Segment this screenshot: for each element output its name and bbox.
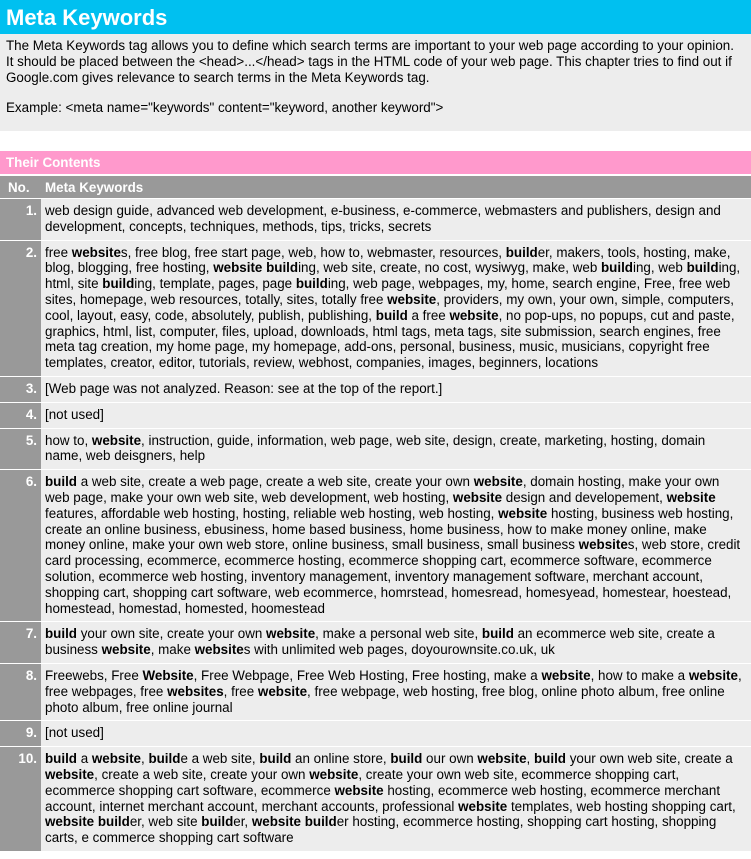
row-keywords: free websites, free blog, free start page, web, how to, webmaster, resources, builder, makers, tools, hosting, make, blog, blogging, free hosting, website building, web site, create, no cost, wysiwyg, make, web building, web building, html, site building, template, pages, page building, web page, webpages, my, home, search engine, Free, free web sites, homepage, web resources, totally, sites, totally free website, providers, my own, your own, simple, computers, cool, layout, easy, code, absolutely, publish, publishing, build a free website, no pop-ups, no popups, cut and paste, graphics, html, list, computer, files, upload, downloads, html tags, meta tags, site submission, search engines, free meta tag creation, my home page, my homepage, add-ons, personal, business, music, musicians, copyright free templates, creator, editor, tutorials, review, webhost, companies, images, beginners, locations [41, 241, 751, 376]
intro-text: The Meta Keywords tag allows you to define which search terms are important to your web page according to your opinion. It should be placed between the <head>...</head> tags in the HTML code of your web page. This chapter tries to find out if Google.com gives relevance to search terms in the Meta Keywords tag. [6, 38, 734, 85]
table-body [0, 199, 751, 851]
row-number: 8. [0, 664, 41, 720]
column-header-keywords: Meta Keywords [41, 176, 751, 198]
row-keywords: [not used] [41, 403, 751, 428]
table-row [0, 199, 751, 240]
table-row [0, 377, 751, 402]
row-number: 3. [0, 377, 41, 402]
row-keywords: Freewebs, Free Website, Free Webpage, Free Web Hosting, Free hosting, make a website, how to make a website, free webpages, free websites, free website, free webpage, web hosting, free blog, online photo album, free online photo album, free online journal [41, 664, 751, 720]
table-row [0, 470, 751, 621]
row-number: 1. [0, 199, 41, 240]
column-header-no: No. [0, 176, 41, 198]
table-row [0, 747, 751, 851]
row-number: 10. [0, 747, 41, 851]
row-keywords: [not used] [41, 721, 751, 746]
page-title: Meta Keywords [6, 5, 168, 30]
row-keywords: build your own site, create your own website, make a personal web site, build an ecommerce web site, create a business website, make websites with unlimited web pages, doyourownsite.co.uk, uk [41, 622, 751, 663]
title-bar [0, 0, 751, 34]
row-number: 4. [0, 403, 41, 428]
keywords-table-wrapper [0, 175, 751, 852]
table-row [0, 721, 751, 746]
row-number: 2. [0, 241, 41, 376]
keywords-table [0, 175, 751, 852]
table-row [0, 622, 751, 663]
table-row [0, 429, 751, 470]
table-row [0, 403, 751, 428]
row-keywords: build a web site, create a web page, create a web site, create your own website, domain hosting, make your own web page, make your own web site, web development, web hosting, website design and developement, website features, affordable web hosting, hosting, reliable web hosting, web hosting, website hosting, business web hosting, create an online business, ebusiness, home based business, home business, how to make money online, make money online, make your own web store, online business, small business, small business websites, web store, credit card processing, ecommerce, ecommerce hosting, ecommerce shopping cart, ecommerce software, ecommerce solution, ecommerce web hosting, inventory management, inventory management software, merchant account, shopping cart, shopping cart software, web ecommerce, homrstead, homesread, homesyead, homestear, hoestead, homestead, homestad, homested, hoomestead [41, 470, 751, 621]
table-header-row [0, 176, 751, 198]
row-keywords: [Web page was not analyzed. Reason: see at the top of the report.] [41, 377, 751, 402]
section-title: Their Contents [6, 155, 101, 170]
row-keywords: how to, website, instruction, guide, information, web page, web site, design, create, marketing, hosting, domain name, web deisgners, help [41, 429, 751, 470]
section-header [0, 151, 751, 174]
row-keywords: build a website, builde a web site, build an online store, build our own website, build your own web site, create a website, create a web site, create your own website, create your own web site, ecommerce shopping cart, ecommerce shopping cart software, ecommerce website hosting, ecommerce web hosting, ecommerce merchant account, internet merchant account, merchant accounts, professional website templates, web hosting shopping cart, website builder, web site builder, website builder hosting, ecommerce hosting, shopping cart hosting, shopping carts, e commerce shopping cart software [41, 747, 751, 851]
table-row [0, 241, 751, 376]
row-number: 5. [0, 429, 41, 470]
table-row [0, 664, 751, 720]
row-number: 7. [0, 622, 41, 663]
row-number: 9. [0, 721, 41, 746]
intro-panel [0, 34, 751, 131]
row-keywords: web design guide, advanced web development, e-business, e-commerce, webmasters and publishers, design and development, concepts, techniques, methods, tips, tricks, secrets [41, 199, 751, 240]
example-text: Example: <meta name="keywords" content="keyword, another keyword"> [6, 100, 444, 116]
row-number: 6. [0, 470, 41, 621]
